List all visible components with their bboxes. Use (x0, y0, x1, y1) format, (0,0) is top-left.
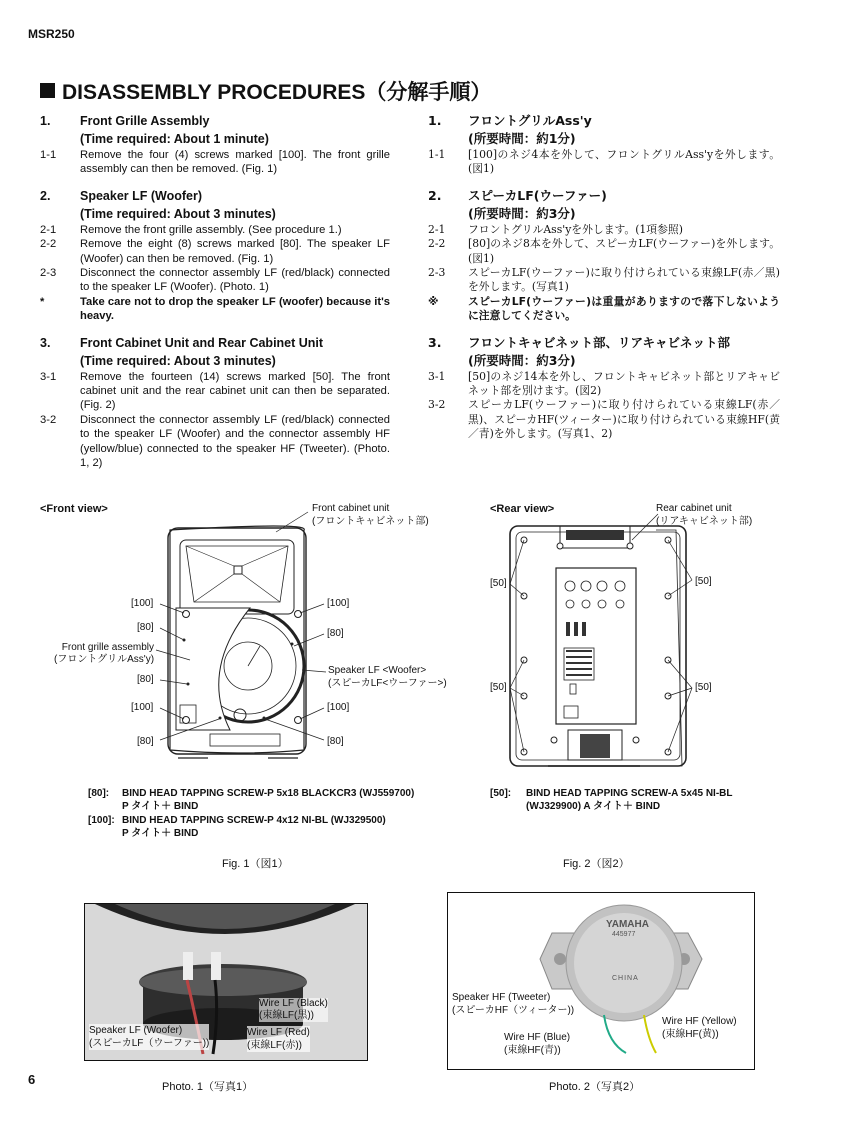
wire-hf-yellow-label (662, 1015, 737, 1041)
step-number: 3-2 (428, 398, 446, 412)
screw-80-label: [80] (327, 628, 344, 639)
step-number: 2-1 (40, 223, 57, 236)
screw-50-label: [50] (695, 682, 712, 693)
section-number: 1. (40, 114, 51, 128)
front-view-label: <Front view> (40, 503, 108, 515)
part-desc (526, 787, 732, 813)
procedure-step (428, 148, 780, 177)
step-number: 1-1 (40, 149, 57, 161)
wire-lf-red-label-jp: (束線LF(赤)) (247, 1040, 302, 1051)
procedure-section (428, 334, 780, 442)
section-heading (428, 112, 780, 148)
procedure-section (40, 187, 390, 324)
fig2-parts-list (490, 787, 790, 813)
step-number: 3-2 (40, 413, 57, 426)
part-desc (122, 814, 386, 840)
grille-label (54, 642, 154, 666)
step-text: Remove the fourteen (14) screws marked [50]. The front cabinet unit and the rear cabinet unit can then be separated. (Fig. 2) (80, 370, 390, 412)
section-heading (40, 112, 390, 148)
section-title (80, 187, 276, 223)
fig1-parts-list (88, 787, 438, 840)
procedure-step (428, 266, 780, 295)
section-heading (40, 187, 390, 223)
section-title (80, 334, 323, 370)
wire-hf-yellow-label-en: Wire HF (Yellow) (662, 1016, 737, 1027)
fig1-caption: Fig. 1（図1） (222, 858, 289, 870)
tweeter-brand: YAMAHA (606, 919, 649, 930)
rear-cabinet-label-en: Rear cabinet unit (656, 503, 732, 514)
procedure-step (40, 370, 390, 413)
woofer-photo-label (89, 1024, 209, 1050)
wire-lf-black-label-jp: (束線LF(黒)) (259, 1010, 314, 1021)
wire-hf-blue-label-en: Wire HF (Blue) (504, 1032, 571, 1043)
fig2-caption: Fig. 2（図2） (563, 858, 630, 870)
step-number: * (40, 295, 45, 308)
section-time: (Time required: About 1 minute) (80, 132, 269, 146)
step-text: [100]のネジ4本を外して、フロントグリルAss'yを外します。(図1) (468, 148, 780, 176)
section-number: 3. (40, 335, 51, 350)
procedure-step (428, 295, 780, 324)
screw-100-label: [100] (327, 702, 350, 713)
part-desc-line: BIND HEAD TAPPING SCREW-A 5x45 NI-BL (526, 788, 733, 799)
screw-100-label: [100] (131, 702, 154, 713)
screw-50-label: [50] (490, 578, 507, 589)
tweeter-photo-image (448, 893, 754, 1069)
step-text: Disconnect the connector assembly LF (red/black) connected to the speaker LF (Woofer). (Photo. 1) (80, 267, 390, 294)
procedure-section (40, 334, 390, 471)
section-time: (Time required: About 3 minutes) (80, 353, 276, 368)
wire-lf-black-label-en: Wire LF (Black) (259, 998, 328, 1009)
procedure-step (428, 237, 780, 266)
parts-row (490, 787, 790, 813)
tweeter-origin: CHINA (612, 975, 639, 982)
procedure-step (40, 223, 390, 237)
rear-cabinet-label-jp: (リアキャビネット部) (656, 516, 753, 527)
woofer-photo-label-en: Speaker LF (Woofer) (89, 1025, 183, 1036)
section-title-text: Front Grille Assembly (80, 114, 210, 128)
section-title (468, 112, 592, 148)
section-heading (428, 187, 780, 223)
woofer-photo-label-jp: (スピーカLF（ウーファー)) (89, 1038, 210, 1049)
section-title-text: フロントキャビネット部、リアキャビネット部 (468, 334, 731, 350)
procedure-step (428, 223, 780, 237)
wire-lf-red-label-en: Wire LF (Red) (247, 1027, 310, 1038)
section-time: (所要時間：約1分) (468, 131, 576, 146)
section-number: 2. (40, 188, 51, 203)
english-procedures (40, 112, 390, 481)
step-text: フロントグリルAss'yを外します。(1項参照) (468, 222, 683, 236)
step-number: 1-1 (428, 148, 446, 161)
section-number: 2. (428, 187, 442, 203)
part-code: [100]: (88, 815, 115, 826)
part-desc-line: P タイト＋ BIND (122, 828, 199, 839)
section-time: (所要時間：約3分) (468, 352, 576, 368)
wire-lf-red-label (247, 1026, 310, 1052)
parts-row (88, 787, 438, 813)
step-number: 2-1 (428, 222, 446, 236)
front-cabinet-label-en: Front cabinet unit (312, 503, 390, 514)
parts-row (88, 814, 438, 840)
section-title-text: スピーカLF(ウーファー) (468, 187, 607, 203)
part-code: [80]: (88, 788, 110, 799)
part-desc-line: BIND HEAD TAPPING SCREW-P 5x18 BLACKCR3 (WJ559700) (122, 788, 415, 799)
tweeter-label-jp: (スピーカHF（ツィーター)) (452, 1005, 575, 1016)
page-number: 6 (28, 1072, 36, 1087)
page-title-text: DISASSEMBLY PROCEDURES（分解手順） (62, 81, 492, 104)
photo2-caption: Photo. 2（写真2） (549, 1081, 641, 1093)
model-name: MSR250 (28, 27, 75, 41)
screw-80-label: [80] (327, 736, 344, 747)
rear-view-label: <Rear view> (490, 503, 555, 515)
step-number: 2-2 (428, 237, 446, 251)
photo-1 (84, 903, 368, 1061)
step-text: スピーカLF(ウーファー)に取り付けられている束線LF(赤／黒)を外します。(写真1) (468, 266, 780, 294)
part-desc (122, 787, 414, 813)
tweeter-serial: 445977 (612, 931, 636, 938)
front-cabinet-label-jp: (フロントキャビネット部) (312, 516, 429, 527)
woofer-label-en: Speaker LF <Woofer> (328, 665, 427, 676)
step-text: スピーカLF(ウーファー)に取り付けられている束線LF(赤／黒)、スピーカHF(ツィーター)に取り付けられている束線HF(黄／青)を外します。(写真1、2) (468, 398, 780, 441)
procedure-section (40, 112, 390, 177)
part-desc-line: P タイト＋ BIND (122, 801, 199, 812)
rear-view-diagram (480, 500, 810, 780)
wire-hf-blue-label (504, 1031, 570, 1057)
procedure-section (428, 112, 780, 177)
procedure-step (428, 370, 780, 399)
section-number: 3. (428, 334, 442, 350)
procedure-section (428, 187, 780, 324)
screw-50-label: [50] (490, 682, 507, 693)
section-title (468, 187, 607, 223)
procedure-step (40, 266, 390, 295)
grille-label-jp: (フロントグリルAss'y) (54, 654, 155, 665)
section-heading (428, 334, 780, 370)
section-title (468, 334, 730, 370)
wire-hf-yellow-label-jp: (束線HF(黄)) (662, 1029, 719, 1040)
procedure-step (40, 237, 390, 266)
procedure-step (40, 148, 390, 177)
section-time: (Time required: About 3 minutes) (80, 206, 276, 221)
section-heading (40, 334, 390, 370)
woofer-label-jp: (スピーカLF<ウーファー>) (328, 678, 447, 689)
rear-cabinet-label (656, 502, 752, 528)
procedure-step (40, 413, 390, 471)
step-text: [50]のネジ14本を外し、フロントキャビネット部とリアキャビネット部を別けます。(図2) (468, 369, 780, 398)
step-number: 2-3 (40, 267, 57, 280)
section-title-text: Front Cabinet Unit and Rear Cabinet Unit (80, 335, 324, 350)
step-text: Disconnect the connector assembly LF (red/black) connected to the speaker LF (Woofer) and the connector assembly HF (yellow/blue) connected to the speaker HF (Tweeter). (Photo. 1, 2) (80, 413, 390, 470)
section-title-text: Speaker LF (Woofer) (80, 188, 203, 203)
step-text: スピーカLF(ウーファー)は重量がありますので落下しないように注意してください。 (468, 294, 780, 323)
page-title (40, 76, 491, 106)
step-number: ※ (428, 294, 439, 308)
step-text: Take care not to drop the speaker LF (woofer) because it's heavy. (80, 295, 390, 323)
grille-label-en: Front grille assembly (61, 642, 155, 653)
section-number: 1. (428, 113, 442, 128)
screw-80-label: [80] (137, 622, 154, 633)
part-code: [50]: (490, 788, 512, 799)
screw-80-label: [80] (137, 674, 154, 685)
step-number: 2-2 (40, 238, 57, 251)
photo1-caption: Photo. 1（写真1） (162, 1081, 254, 1093)
front-cabinet-label (312, 502, 429, 528)
step-number: 2-3 (428, 266, 446, 280)
section-title (80, 112, 269, 148)
screw-100-label: [100] (131, 598, 154, 609)
procedure-step (40, 295, 390, 324)
part-desc-line: BIND HEAD TAPPING SCREW-P 4x12 NI-BL (WJ329500) (122, 815, 386, 826)
step-number: 3-1 (40, 370, 57, 383)
wire-hf-blue-label-jp: (束線HF(青)) (504, 1045, 561, 1056)
wire-lf-black-label (259, 998, 328, 1022)
procedure-step (428, 398, 780, 441)
tweeter-label (452, 991, 574, 1017)
screw-50-label: [50] (695, 576, 712, 587)
section-title-text: フロントグリルAss'y (468, 113, 592, 128)
screw-100-label: [100] (327, 598, 350, 609)
japanese-procedures (428, 112, 780, 452)
step-text: Remove the front grille assembly. (See procedure 1.) (80, 223, 342, 236)
step-text: Remove the four (4) screws marked [100]. The front grille assembly can then be removed. (Fig. 1) (80, 149, 390, 176)
section-time: (所要時間：約3分) (468, 205, 576, 221)
step-text: Remove the eight (8) screws marked [80]. The speaker LF (Woofer) can then be removed. (Fig. 1) (80, 238, 390, 265)
step-text: [80]のネジ8本を外して、スピーカLF(ウーファー)を外します。(図1) (468, 237, 780, 265)
screw-80-label: [80] (137, 736, 154, 747)
woofer-label (328, 664, 447, 690)
part-desc-line: (WJ329900) A タイト＋ BIND (526, 801, 661, 812)
photo-2 (447, 892, 755, 1070)
tweeter-label-en: Speaker HF (Tweeter) (452, 992, 551, 1003)
step-number: 3-1 (428, 369, 446, 383)
